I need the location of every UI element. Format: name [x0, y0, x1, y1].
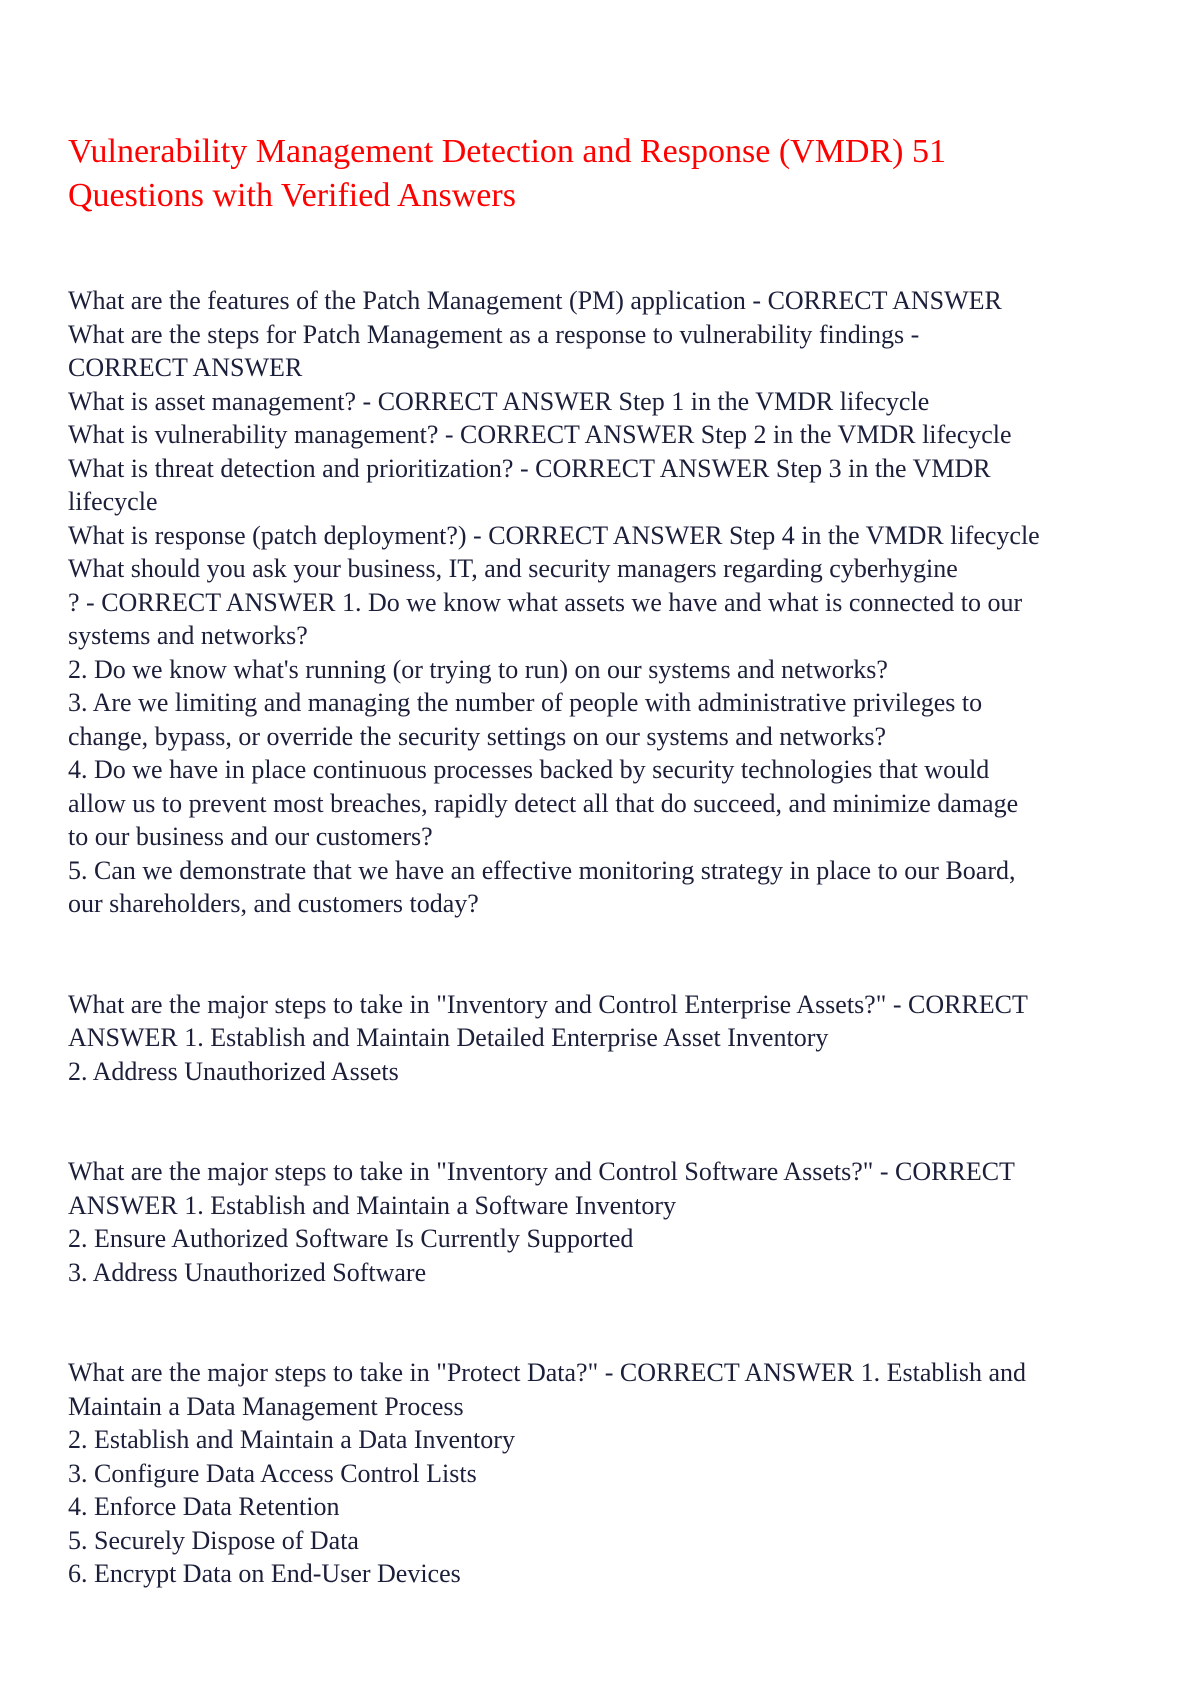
text-line: change, bypass, or override the security settings on our systems and networks?	[68, 721, 887, 751]
text-line: 2. Do we know what's running (or trying to run) on our systems and networks?	[68, 654, 888, 684]
text-line: systems and networks?	[68, 621, 308, 650]
text-line: What is vulnerability management? - CORRECT ANSWER Step 2 in the VMDR lifecycle	[68, 420, 1012, 449]
blank-line	[68, 954, 1040, 988]
text-line: 2. Establish and Maintain a Data Inventory	[68, 1425, 515, 1454]
title-line: Vulnerability Management Detection and Response (VMDR) 51	[68, 133, 946, 170]
text-line: 3. Configure Data Access Control Lists	[68, 1458, 477, 1488]
text-line: What are the major steps to take in "Protect Data?" - CORRECT ANSWER 1. Establish and	[68, 1358, 1027, 1387]
text-line: 3. Are we limiting and managing the number of people with administrative privileges to	[68, 688, 983, 717]
text-line: What are the features of the Patch Management (PM) application - CORRECT ANSWER	[68, 286, 1002, 315]
text-line: our shareholders, and customers today?	[68, 889, 479, 918]
text-line: What is asset management? - CORRECT ANSWER Step 1 in the VMDR lifecycle	[68, 386, 930, 416]
text-line: 2. Ensure Authorized Software Is Currently Supported	[68, 1224, 634, 1253]
text-line: 5. Securely Dispose of Data	[68, 1525, 359, 1555]
text-line: 6. Encrypt Data on End-User Devices	[68, 1559, 461, 1588]
text-line: 4. Do we have in place continuous processes backed by security technologies that would	[68, 755, 990, 784]
text-line: What should you ask your business, IT, and security managers regarding cyberhygine	[68, 554, 958, 583]
title-line: Questions with Verified Answers	[68, 177, 516, 214]
text-line: What are the steps for Patch Management as a response to vulnerability findings -	[68, 319, 920, 349]
text-line: Maintain a Data Management Process	[68, 1391, 464, 1421]
text-line: What are the major steps to take in "Inventory and Control Enterprise Assets?" - CORRECT	[68, 989, 1028, 1019]
text-line: lifecycle	[68, 487, 158, 516]
text-line: 5. Can we demonstrate that we have an effective monitoring strategy in place to our Board,	[68, 855, 1016, 885]
text-line: 3. Address Unauthorized Software	[68, 1257, 427, 1287]
blank-line	[68, 1088, 1040, 1122]
text-line: ANSWER 1. Establish and Maintain Detailed Enterprise Asset Inventory	[68, 1023, 829, 1052]
blank-line	[68, 1289, 1040, 1323]
text-line: 2. Address Unauthorized Assets	[68, 1056, 399, 1086]
text-line: What is threat detection and prioritization? - CORRECT ANSWER Step 3 in the VMDR	[68, 453, 991, 483]
document-title	[68, 130, 946, 218]
blank-line	[68, 921, 1040, 955]
text-line: 4. Enforce Data Retention	[68, 1492, 340, 1521]
document-body	[68, 284, 1040, 1591]
text-line: allow us to prevent most breaches, rapidly detect all that do succeed, and minimize damage	[68, 788, 1019, 818]
blank-line	[68, 1122, 1040, 1156]
text-line: ANSWER 1. Establish and Maintain a Software Inventory	[68, 1190, 676, 1220]
text-line: to our business and our customers?	[68, 822, 433, 851]
text-line: What are the major steps to take in "Inventory and Control Software Assets?" - CORRECT	[68, 1157, 1015, 1186]
blank-line	[68, 1323, 1040, 1357]
text-line: ? - CORRECT ANSWER 1. Do we know what assets we have and what is connected to our	[68, 587, 1023, 617]
text-line: What is response (patch deployment?) - CORRECT ANSWER Step 4 in the VMDR lifecycle	[68, 520, 1040, 550]
text-line: CORRECT ANSWER	[68, 353, 303, 382]
